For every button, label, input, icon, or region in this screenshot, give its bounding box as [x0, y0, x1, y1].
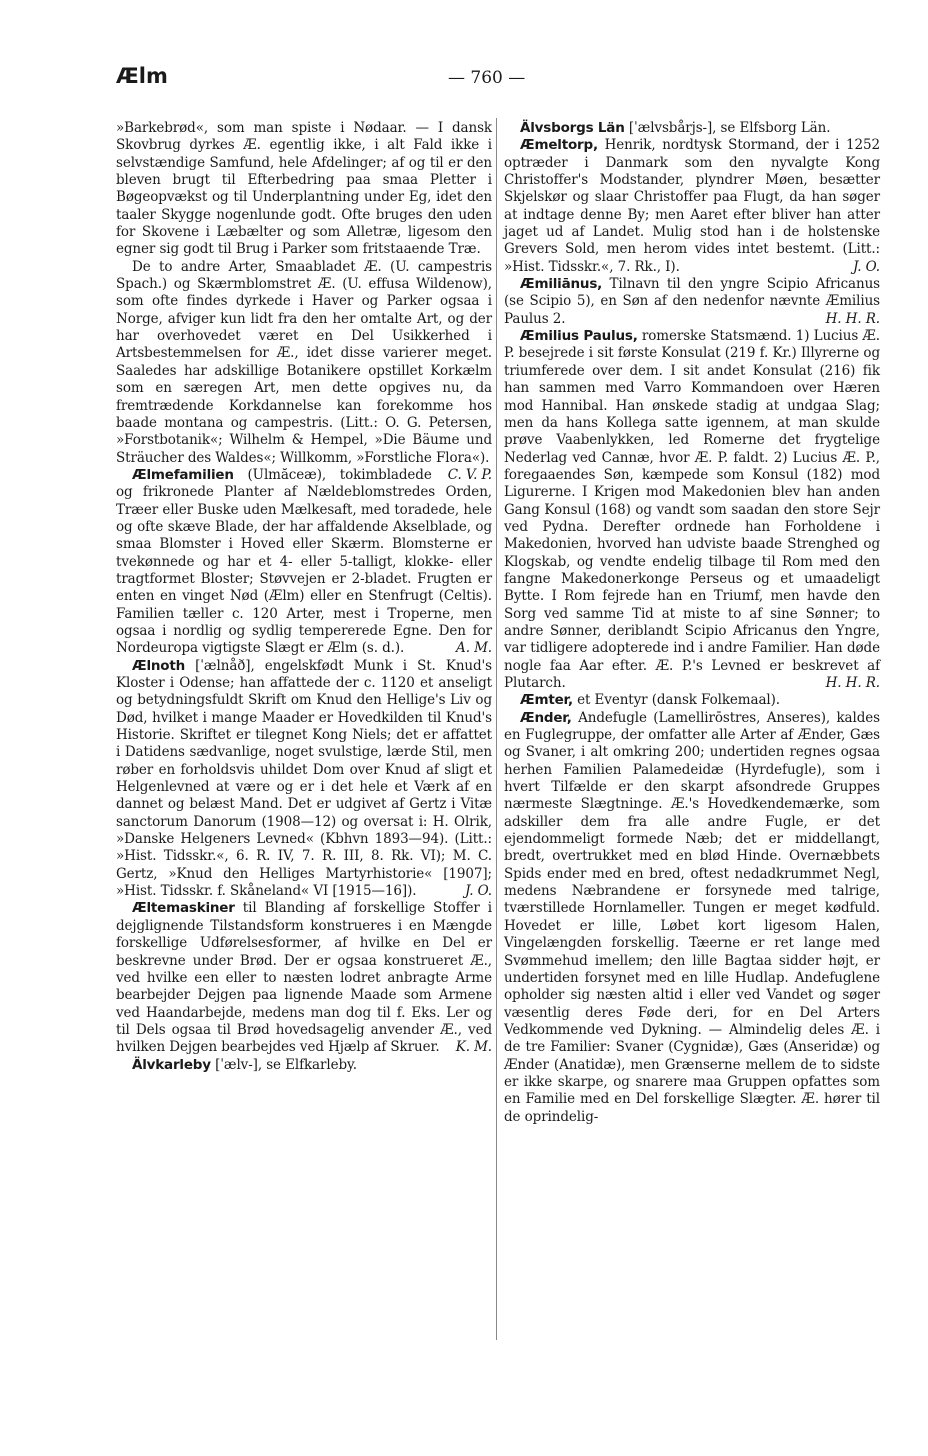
entry-aelnoth: Ælnoth [ˈælnåð], engelskfødt Munk i St. Knud's Kloster i Odense; han affattede der c. 1120 et anseligt og betydningsfuldt Skrift om Knud den Hellige's Liv og Død, hvilket i mange Maader er Hovedkilden til Knud's Historie. Skriftet er tilegnet Kong Niels; det er affattet i Datidens sædvanlige, noget svulstige, lærde Stil, men røber en forholdsvis uhildet Dom over Knud af sligt et Helgenlevned at være og er i det hele et Værk af en dannet og belæst Mand. Det er udgivet af Gertz i Vitæ sanctorum Danorum (1908—12) og oversat i: H. Olrik, »Danske Helgeners Levned« (Kbhvn 1893—94). (Litt.: »Hist. Tidsskr.«, 6. R. IV, 7. R. III, 8. Rk. VI); M. C. Gertz, »Knud den Helliges Martyrhistorie« [1907]; »Hist. Tidsskr. f. Skåneland« VI [1915—16]). J. O. — [116, 657, 492, 900]
right-column — [504, 120, 880, 1126]
entry-aelmefamilien: Ælmefamilien (Ulmăceæ), tokimbladede og frikronede Planter af Nældeblomstredes Orden, Træer eller Buske uden Mælkesaft, med toradede, hele og ofte skæve Blade, der har affaldende Akselblade, og smaa Blomster i Hoved eller Skærm. Blomsterne er tvekønnede og har et 4- eller 5-talligt, klokke- eller tragtformet Bloster; Støvvejen er 2-bladet. Frugten er enten en vinget Nød (Ælm) eller en Stenfrugt (Celtis). Familien tæller c. 120 Arter, mest i Troperne, men ogsaa i nordlig og sydlig tempererede Egne. Den for Nordeuropa vigtigste Slægt er Ælm (s. d.). A. M. — [116, 466, 492, 657]
entry-paragraph: »Barkebrød«, som man spiste i Nødaar. — I dansk Skovbrug dyrkes Æ. egentlig ikke, i alt Fald ikke i selvstændige Samfund, hele Afdelinger; af og til er den bleven brugt til Efterbedring paa smaa Pletter i Bøgeopvækst og til Underplantning under Eg, idet den taaler Skygge nogenlunde godt. Ofte bruges den uden for Skovene i Læbælter og som Alletræ, ligesom den egner sig godt til Brug i Parker som fritstaaende Træ. — [116, 120, 492, 258]
entry-alvkarleby: Älvkarleby [ˈælv-], se Elfkarleby. — [132, 1056, 357, 1073]
column-divider — [496, 118, 497, 1340]
entry-aender: Ænder, Andefugle (Lamellirōstres, Anseres), kaldes en Fuglegruppe, der omfatter alle Arter af Ænder, Gæs og Svaner, i alt omkring 200; undertiden regnes ogsaa herhen Familien Palamedeidæ (Hyrdefugle), som i hvert Tilfælde er den skarpt afsondrede Gruppes nærmeste Slægtninge. Æ.'s Hovedkendemærke, som adskiller dem fra alle andre Fugle, er det ejendommeligt formede Næb; det er middellangt, bredt, overtrukket med en blød Hinde. Overnæbbets Spids ender med en bred, oftest nedadkrummet Negl, medens Næbrandene er forsynede med talrige, tværstillede Hornlameller. Tungen er meget kødfuld. Hovedet er lille, Løbet kort ligesom Halen, Vingelængden forskellig. Tæerne er ret lange med Svømmehud imellem; den lille Bagtaa sidder højt, er undertiden forsynet med en lille Hudlap. Andefuglene opholder sig næsten altid i eller ved Vandet og søger væsentlig deres Føde deri, for en Del Arters Vedkommende ved Dykning. — Almindelig deles Æ. i de tre Familier: Svaner (Cygnidæ), Gæs (Anseridæ) og Ænder (Anatidæ), men Grænserne mellem de to sidste er ikke skarpe, og snarere maa Gruppen opfattes som en Familie med en Del forskellige Slægter. Æ. hører til de oprindelig- — [504, 709, 880, 1125]
entry-aemter: Æmter, et Eventyr (dansk Folkemaal). — [520, 692, 780, 709]
page-number: — 760 — — [448, 68, 526, 88]
entry-aemilius-paulus: Æmilius Paulus, romerske Statsmænd. 1) Lucius Æ. P. besejrede i sit første Konsulat (219 f. Kr.) Illyrerne og triumferede over dem. I sit andet Konsulat (216) fik han sammen med Varro Kommandoen over Hæren mod Hannibal. Han ønskede stadig at undgaa Slag; men da hans Kollega satte igennem, at man skulde prøve Vaabenlykken, led Romerne det frygtelige Nederlag ved Cannæ, hvor Æ. P. faldt. 2) Lucius Æ. P., foregaaendes Søn, kæmpede som Konsul (182) mod Ligurerne. I Krigen mod Makedonien blev han anden Gang Konsul (168) og vandt som saadan den store Sejr ved Pydna. Derefter ordnede han Forholdene i Makedonien, hvorved han udviste baade Strenghed og Klogskab, og vendte endelig tilbage til Rom med den fangne Makedonerkonge Perseus og et umaadeligt Bytte. I Rom fejrede han en Triumf, men havde den Sorg ved samme Tid at miste to af sine Sønner; to andre Sønner, deriblandt Scipio Africanus den Yngre, var tidligere adopterede ind i andre Familier. Han døde nogle faa Aar efter. Æ. P.'s Levned er beskrevet af Plutarch. H. H. R. — [504, 328, 880, 691]
left-column — [116, 120, 492, 1074]
entry-aemilianus: Æmiliānus, Tilnavn til den yngre Scipio Africanus (se Scipio 5), en Søn af den nedenfor nævnte Æmilius Paulus 2. H. H. R. — [504, 276, 880, 327]
running-head-word: Ælm — [116, 64, 168, 88]
entry-alvsborgs-lan: Älvsborgs Län [ˈælvsbårjs-], se Elfsborg Län. — [520, 120, 831, 136]
entry-aemeltorp: Æmeltorp, Henrik, nordtysk Stormand, der i 1252 optræder i Danmark som den nyvalgte Kong Christoffer's Modstander, plyndrer Møen, besætter Skjelskør og slaar Christoffer paa Flugt, da han søger at indtage denne By; men Aaret efter bliver han atter jaget ud af Landet. Mulig stod han i de holstenske Grevers Sold, men herom vides intet bestemt. (Litt.: »Hist. Tidsskr.«, 7. Rk., I). J. O. — [504, 137, 880, 275]
entry-aeltemaskiner: Æltemaskiner til Blanding af forskellige Stoffer i dejglignende Tilstandsform konstrueres i en Mængde forskellige Udførelsesformer, af hvilke en Del er beskrevne under Brød. Der er ogsaa konstrueret Æ., ved hvilke een eller to næsten lodret anbragte Arme bearbejder Dejgen paa lignende Maade som Armene ved Haandarbejde, medens man dog til f. Eks. Ler og til Dels ogsaa til Brød hovedsagelig anvender Æ., ved hvilken Dejgen bearbejdes ved Hjælp af Skruer. K. M. — [116, 900, 492, 1056]
page-header — [116, 64, 876, 98]
entry-paragraph: De to andre Arter, Smaabladet Æ. (U. campestris Spach.) og Skærmblomstret Æ. (U. effusa Wildenow), som ofte findes dyrkede i Haver og Parker ogsaa i Norge, afviger kun lidt fra den her omtalte Art, og der har overhovedet været en Del Usikkerhed i Artsbestemmelsen for Æ., idet disse varierer meget. Saaledes har adskillige Botanikere opstillet Korkælm som en særegen Art, men dette opgives nu, da fremtrædende Korkdannelse kan forekomme hos baade montana og campestris. (Litt.: O. G. Petersen, »Forstbotanik«; Wilhelm & Hempel, »Die Bäume und Sträucher des Waldes«; Willkomm, »Forstliche Flora«). C. V. P. — [116, 258, 492, 483]
